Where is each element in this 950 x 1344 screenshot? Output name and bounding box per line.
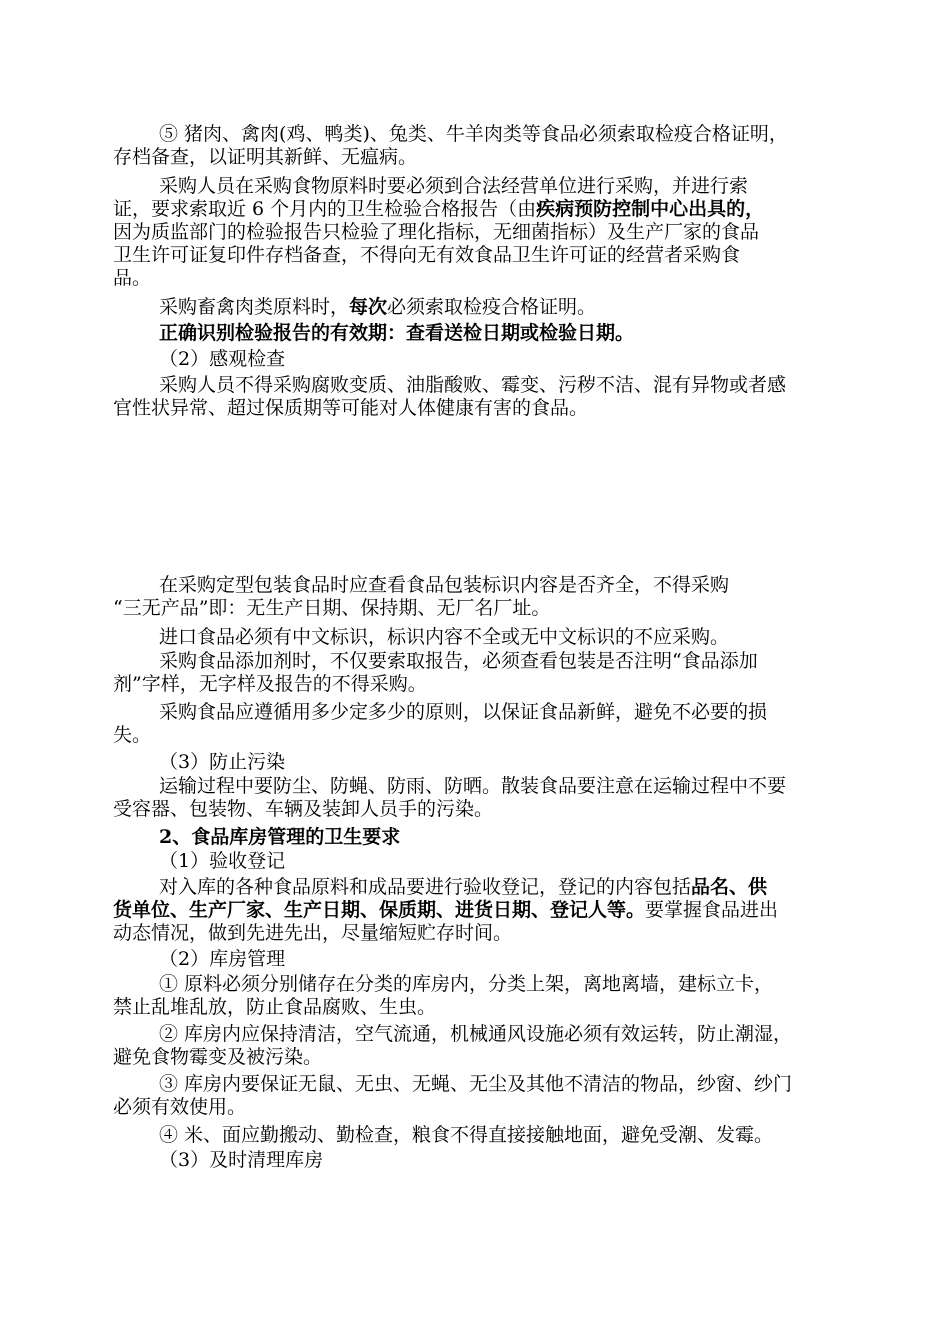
- paragraph-meat-quarantine: [113, 123, 865, 169]
- bold-text: 货单位、生产厂家、生产日期、保质期、进货日期、登记人等。: [113, 899, 646, 921]
- paragraph-transport: [113, 775, 865, 821]
- text-line: 官性状异常、超过保质期等可能对人体健康有害的食品。: [113, 397, 589, 419]
- bold-text: 每次: [349, 296, 388, 318]
- bold-text: 疾病预防控制中心出具的，: [536, 198, 765, 220]
- text-line: 避免食物霉变及被污染。: [113, 1046, 323, 1068]
- text-span: 要掌握食品进出: [645, 899, 779, 921]
- text-line: ③ 库房内要保证无鼠、无虫、无蝇、无尘及其他不清洁的物品，纱窗、纱门: [159, 1073, 793, 1095]
- text-line: ⑤ 猪肉、禽肉(鸡、鸭类)、兔类、牛羊肉类等食品必须索取检疫合格证明，: [159, 123, 788, 145]
- text-span: 证，要求索取近 6 个月内的卫生检验合格报告（由: [113, 198, 537, 220]
- paragraph-storage-rule-1: [113, 973, 865, 1019]
- text-line: 剂”字样，无字样及报告的不得采购。: [113, 673, 427, 695]
- text-line: （3）防止污染: [159, 751, 286, 773]
- paragraph-purchase-requirements: [113, 175, 865, 290]
- text-line: ④ 米、面应勤搬动、勤检查，粮食不得直接接触地面，避免受潮、发霉。: [159, 1124, 774, 1146]
- text-line: 品。: [113, 267, 152, 289]
- text-line: [113, 876, 865, 899]
- paragraph-storage-rule-2: [113, 1023, 865, 1069]
- paragraph-registration-content: [113, 876, 865, 945]
- subheading-warehouse-management: [113, 948, 865, 971]
- bold-text: 品名、供: [691, 876, 768, 898]
- text-line: 采购人员在采购食物原料时要必须到合法经营单位进行采购，并进行索: [159, 175, 749, 197]
- text-span: 必须索取检疫合格证明。: [387, 296, 597, 318]
- text-line: （2）库房管理: [159, 948, 286, 970]
- text-line: 运输过程中要防尘、防蝇、防雨、防晒。散装食品要注意在运输过程中不要: [159, 775, 787, 797]
- paragraph-livestock-certificate: [113, 296, 865, 319]
- text-line: “三无产品”即：无生产日期、保持期、无厂名厂址。: [113, 597, 551, 619]
- subheading-clean-warehouse: [113, 1149, 865, 1172]
- text-span: 对入库的各种食品原料和成品要进行验收登记，登记的内容包括: [159, 876, 692, 898]
- text-line: 因为质监部门的检验报告只检验了理化指标，无细菌指标）及生产厂家的食品: [113, 221, 760, 243]
- paragraph-storage-rule-3: [113, 1073, 865, 1119]
- paragraph-imported-food: [113, 626, 865, 649]
- subheading-sensory-check: [113, 348, 865, 371]
- paragraph-purchase-quantity: [113, 701, 865, 747]
- text-line: 禁止乱堆乱放，防止食品腐败、生虫。: [113, 996, 437, 1018]
- subheading-prevent-pollution: [113, 751, 865, 774]
- text-line: 进口食品必须有中文标识，标识内容不全或无中文标识的不应采购。: [159, 626, 730, 648]
- text-line: 采购人员不得采购腐败变质、油脂酸败、霉变、污秽不洁、混有异物或者感: [159, 374, 787, 396]
- text-span: 采购畜禽肉类原料时，: [159, 296, 350, 318]
- text-line: ① 原料必须分别储存在分类的库房内，分类上架，离地离墙，建标立卡，: [159, 973, 774, 995]
- paragraph-packaged-food: [113, 574, 865, 620]
- paragraph-report-validity: [113, 322, 865, 345]
- bold-text: 正确识别检验报告的有效期：查看送检日期或检验日期。: [159, 322, 635, 344]
- bold-text: 2、食品库房管理的卫生要求: [159, 826, 401, 848]
- text-line: 采购食品应遵循用多少定多少的原则，以保证食品新鲜，避免不必要的损: [159, 701, 768, 723]
- text-line: 采购食品添加剂时，不仅要索取报告，必须查看包装是否注明“食品添加: [159, 650, 758, 672]
- paragraph-spoiled-food: [113, 374, 865, 420]
- paragraph-food-additives: [113, 650, 865, 696]
- text-line: [113, 296, 865, 319]
- text-line: 动态情况，做到先进先出，尽量缩短贮存时间。: [113, 922, 513, 944]
- text-line: （1）验收登记: [159, 850, 286, 872]
- text-line: 卫生许可证复印件存档备查，不得向无有效食品卫生许可证的经营者采购食: [113, 244, 741, 266]
- subheading-inspection-registration: [113, 850, 865, 873]
- text-line: 失。: [113, 724, 152, 746]
- text-line: （3）及时清理库房: [159, 1149, 324, 1171]
- text-line: 必须有效使用。: [113, 1096, 247, 1118]
- text-line: ② 库房内应保持清洁，空气流通，机械通风设施必须有效运转，防止潮湿，: [159, 1023, 793, 1045]
- text-line: 受容器、包装物、车辆及装卸人员手的污染。: [113, 798, 494, 820]
- text-line: [113, 899, 865, 922]
- text-line: [113, 198, 865, 221]
- text-line: 在采购定型包装食品时应查看食品包装标识内容是否齐全，不得采购: [159, 574, 730, 596]
- paragraph-storage-rule-4: [113, 1124, 865, 1147]
- section-heading-warehouse: [113, 826, 865, 849]
- text-line: （2）感观检查: [159, 348, 286, 370]
- text-line: 存档备查，以证明其新鲜、无瘟病。: [113, 146, 418, 168]
